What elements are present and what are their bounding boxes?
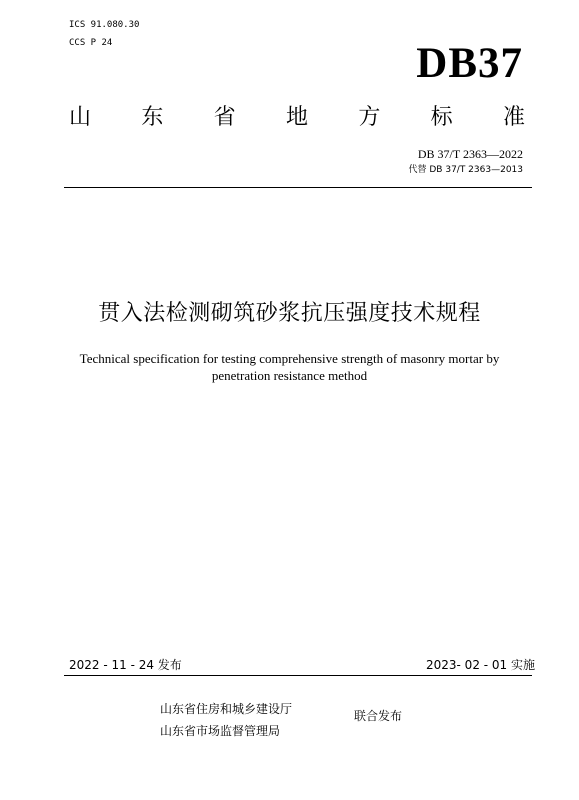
- replaces-standard: 代替 DB 37/T 2363—2013: [408, 165, 523, 175]
- ics-code: ICS 91.080.30: [69, 20, 140, 30]
- title-chinese: 贯入法检测砌筑砂浆抗压强度技术规程: [98, 301, 481, 326]
- bottom-divider: [64, 675, 532, 676]
- top-divider: [64, 187, 532, 188]
- standard-type-char: 标: [430, 105, 453, 130]
- issue-date: 2022 - 11 - 24 发布: [69, 658, 182, 672]
- standard-type-char: 方: [358, 105, 381, 130]
- implementation-date: 2023- 02 - 01 实施: [426, 658, 535, 672]
- issuer-name: 山东省市场监督管理局: [160, 724, 281, 738]
- standard-type-char: 山: [69, 105, 92, 130]
- standard-type-char: 准: [502, 105, 525, 130]
- standard-type-char: 省: [213, 105, 236, 130]
- issuer-name: 山东省住房和城乡建设厅: [160, 702, 293, 716]
- standard-number: DB 37/T 2363—2022: [417, 147, 523, 161]
- standard-mark: DB37: [416, 40, 523, 87]
- issuer-list: [160, 698, 292, 742]
- standard-type-char: 地: [285, 105, 308, 130]
- title-english: Technical specification for testing comprehensive strength of masonry mortar by penetration resistance method: [79, 351, 500, 383]
- ccs-code: CCS P 24: [69, 38, 113, 48]
- standard-type-char: 东: [141, 105, 164, 130]
- joint-issue-label: 联合发布: [354, 709, 403, 723]
- standard-type-heading: [69, 104, 525, 132]
